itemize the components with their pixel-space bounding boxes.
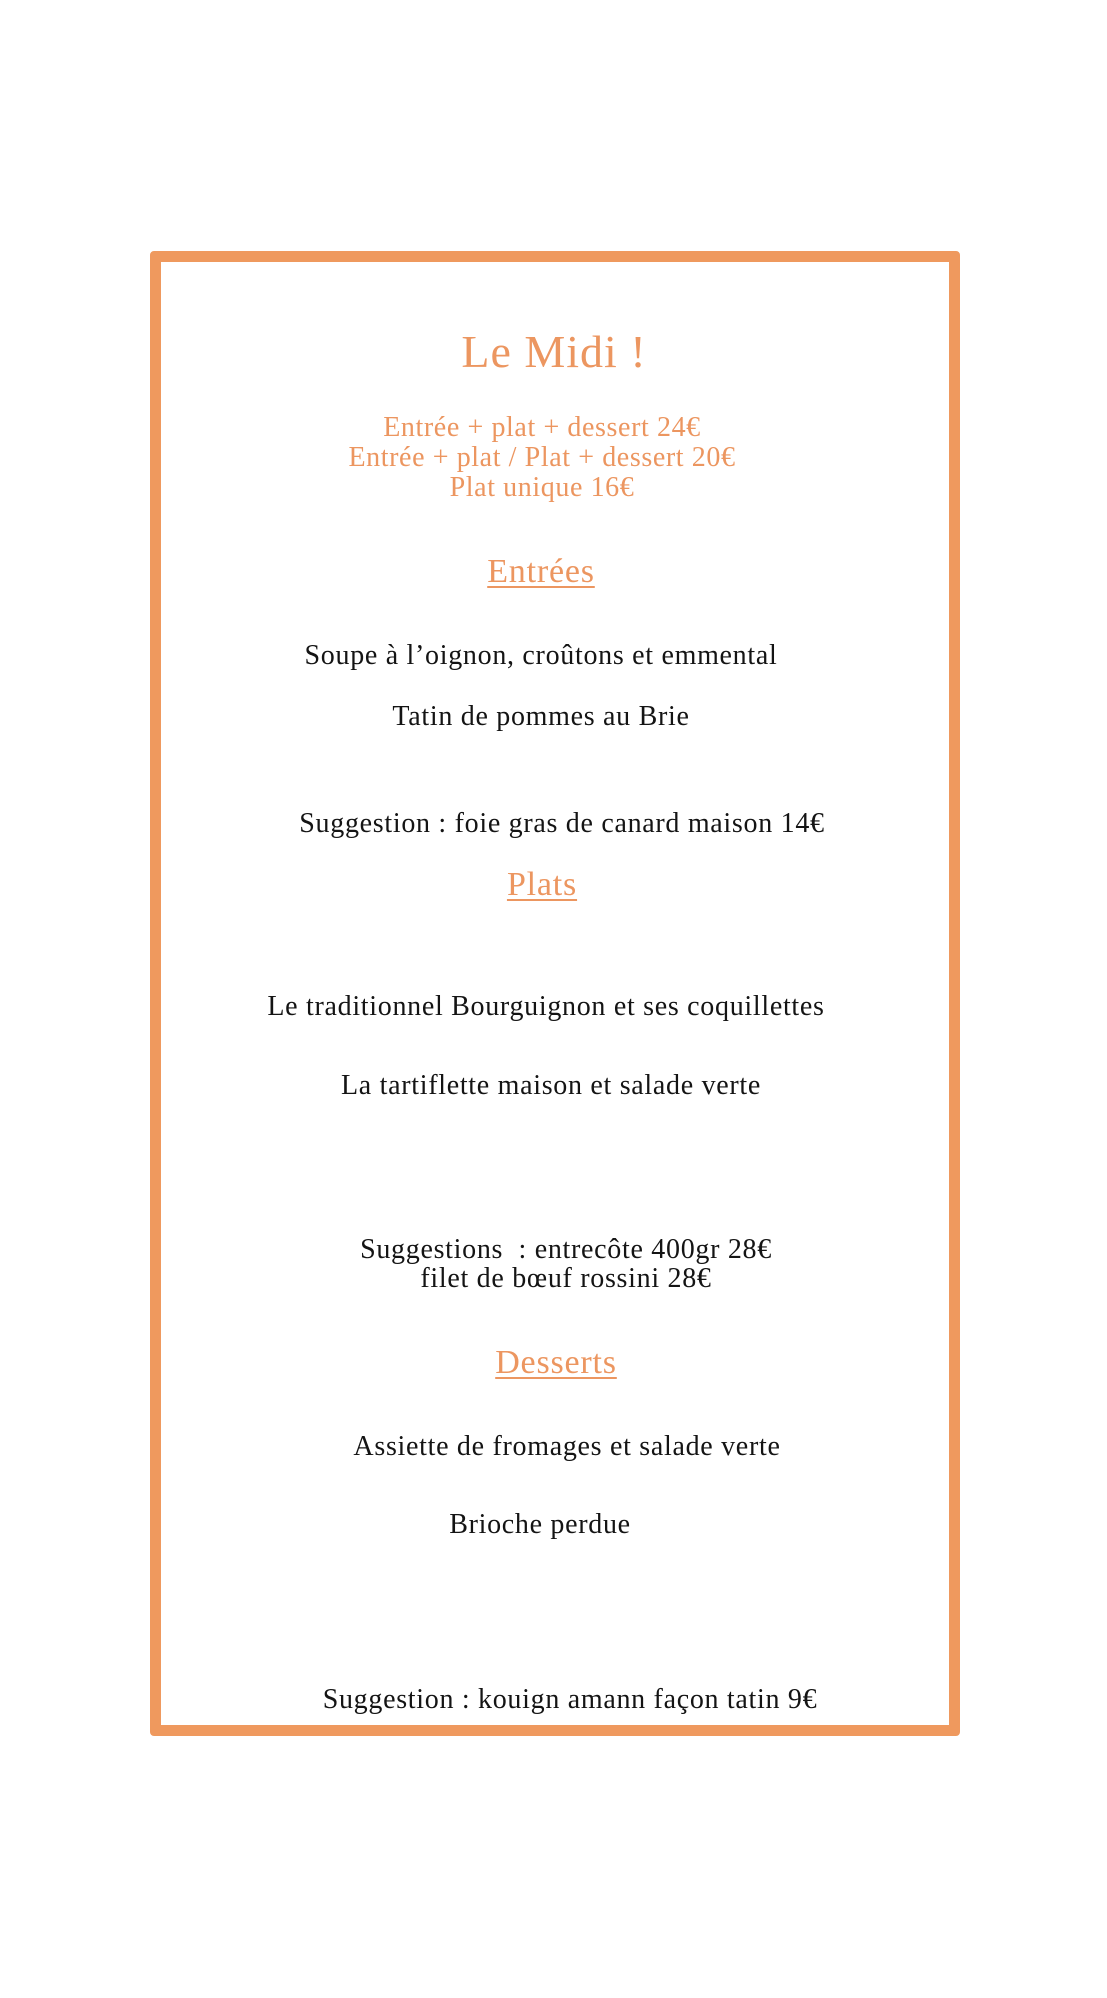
section-heading-desserts: Desserts [495,1344,617,1381]
suggestion-line: Suggestion : foie gras de canard maison 14€ [299,808,825,839]
menu-item: Tatin de pommes au Brie [392,701,690,732]
section-heading-plats: Plats [506,866,578,903]
menu-item: Soupe à l’oignon, croûtons et emmental [304,640,778,671]
suggestion-line: filet de bœuf rossini 28€ [420,1263,712,1294]
formula-line: Entrée + plat + dessert 24€ [383,412,701,443]
formula-line: Entrée + plat / Plat + dessert 20€ [348,442,736,473]
section-heading-entrees: Entrées [487,553,595,590]
suggestion-line: Suggestion : kouign amann façon tatin 9€ [322,1684,818,1715]
menu-item: La tartiflette maison et salade verte [340,1070,762,1101]
menu-item: Assiette de fromages et salade verte [353,1431,781,1462]
suggestion-line: Suggestions : entrecôte 400gr 28€ [360,1234,772,1265]
formula-line: Plat unique 16€ [449,472,635,503]
menu-title: Le Midi ! [461,326,647,377]
menu-item: Brioche perdue [449,1509,631,1540]
menu-item: Le traditionnel Bourguignon et ses coquillettes [267,991,825,1022]
